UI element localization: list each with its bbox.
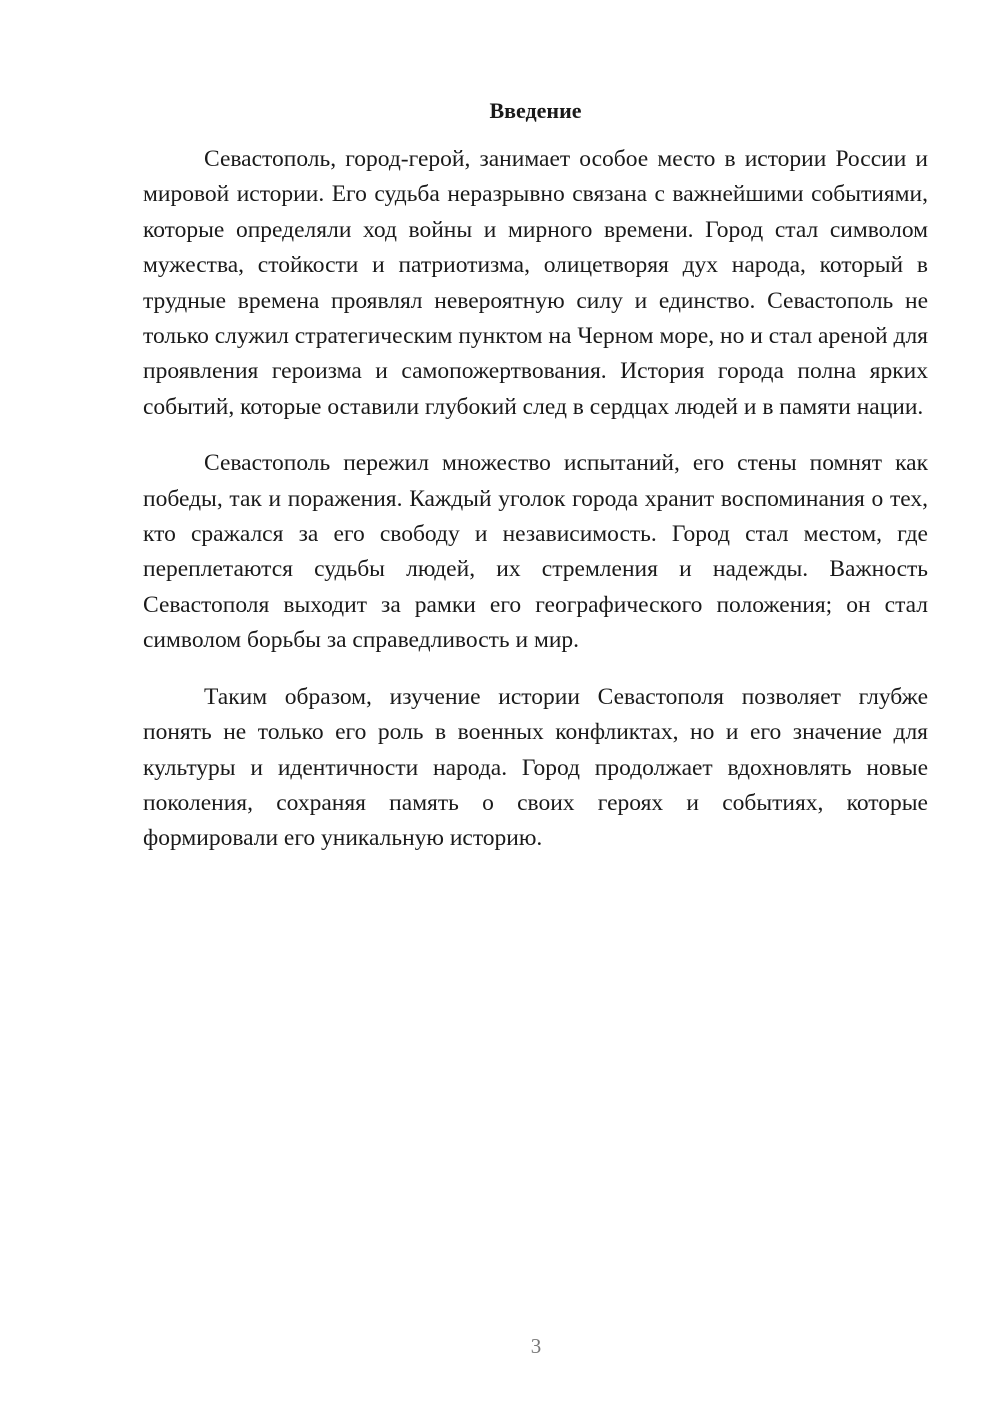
- page-number: 3: [530, 1334, 542, 1358]
- page-title: Введение: [489, 98, 582, 123]
- paragraph-2: Севастополь пережил множество испытаний, его стены помнят как победы, так и поражения. Каждый уголок города хранит воспоминания о тех, кто сражался за его свободу и независимость. Город стал местом, где переплетаются судьбы людей, их стремления и надежды. Важность Севастополя выходит за рамки его географического положения; он стал символом борьбы за справедливость и мир.: [143, 450, 928, 654]
- paragraph-1: Севастополь, город-герой, занимает особое место в истории России и мировой истории. Его судьба неразрывно связана с важнейшими событиями, которые определяли ход войны и мирного времени. Город стал символом мужества, стойкости и патриотизма, олицетворяя дух народа, который в трудные времена проявлял невероятную силу и единство. Севастополь не только служил стратегическим пунктом на Черном море, но и стал ареной для проявления героизма и самопожертвования. История города полна ярких событий, которые оставили глубокий след в сердцах людей и в памяти нации.: [143, 146, 928, 420]
- document-body: [143, 142, 928, 878]
- paragraph-3: Таким образом, изучение истории Севастополя позволяет глубже понять не только его роль в военных конфликтах, но и его значение для культуры и идентичности народа. Город продолжает вдохновлять новые поколения, сохраняя память о своих героях и событиях, которые формировали его уникальную историю.: [143, 683, 928, 852]
